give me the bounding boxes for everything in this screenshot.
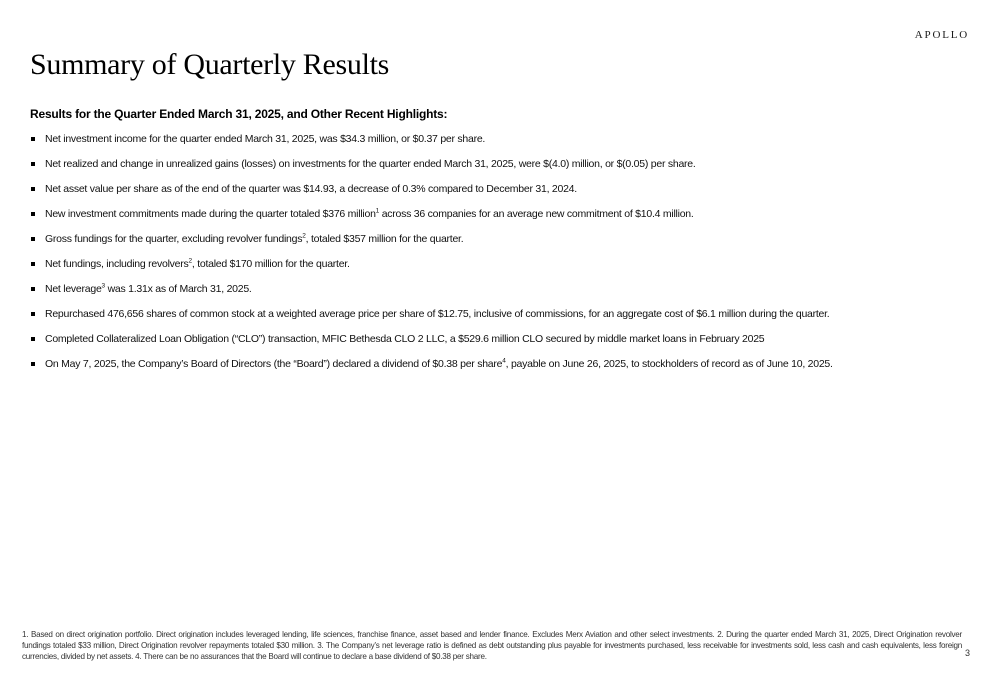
highlight-text: Net leverage <box>45 283 102 295</box>
highlight-item <box>30 156 970 181</box>
highlight-item <box>30 181 970 206</box>
square-bullet-icon <box>31 212 35 216</box>
square-bullet-icon <box>31 262 35 266</box>
highlight-text: Completed Collateralized Loan Obligation (“CLO”) transaction, MFIC Bethesda CLO 2 LLC, a $529.6 million CLO secured by middle market loans in February 2025 <box>45 333 765 345</box>
footnote-marker: 1 <box>375 207 380 215</box>
highlight-item <box>30 231 970 256</box>
highlight-text: Repurchased 476,656 shares of common stock at a weighted average price per share of $12.75, inclusive of commissions, for an aggregate cost of $6.1 million during the quarter. <box>45 308 830 320</box>
brand-logo-text: APOLLO <box>914 29 969 41</box>
page-number: 3 <box>964 648 970 658</box>
square-bullet-icon <box>31 137 35 141</box>
square-bullet-icon <box>31 312 35 316</box>
highlight-text: Net investment income for the quarter ended March 31, 2025, was $34.3 million, or $0.37 per share. <box>45 133 486 145</box>
highlight-text: Net asset value per share as of the end of the quarter was $14.93, a decrease of 0.3% compared to December 31, 2024. <box>45 183 577 195</box>
highlights-list <box>30 131 970 381</box>
highlight-item <box>30 256 970 281</box>
highlight-item <box>30 306 970 331</box>
highlight-text: On May 7, 2025, the Company’s Board of Directors (the “Board”) declared a dividend of $0.38 per share <box>45 358 503 370</box>
highlight-text: was 1.31x as of March 31, 2025. <box>104 283 252 295</box>
highlight-text: Gross fundings for the quarter, excluding revolver fundings <box>45 233 303 245</box>
highlight-text: Net realized and change in unrealized gains (losses) on investments for the quarter ended March 31, 2025, were $(4.0) million, or $(0.05) per share. <box>45 158 696 170</box>
square-bullet-icon <box>31 337 35 341</box>
highlight-item <box>30 131 970 156</box>
footnotes: 1. Based on direct origination portfolio. Direct origination includes leveraged lending, life sciences, franchise finance, asset based and lender finance. Excludes Merx Aviation and other select investments. 2. During the quarter ended March 31, 2025, Direct Origination revolver fundings totaled $33 million, Direct Origination revolver repayments totaled $30 million. 3. The Company’s net leverage ratio is defined as debt outstanding plus payable for investments purchased, less receivable for investments sold, less cash and cash equivalents, less foreign currencies, divided by net assets. 4. There can be no assurances that the Board will continue to declare a base dividend of $0.38 per share. <box>22 630 962 661</box>
footnote-marker: 3 <box>101 282 105 290</box>
square-bullet-icon <box>31 287 35 291</box>
page-title: Summary of Quarterly Results <box>30 48 390 81</box>
footnote-marker: 2 <box>188 257 192 265</box>
highlight-text: New investment commitments made during the quarter totaled $376 million <box>45 208 376 220</box>
highlight-item <box>30 356 970 381</box>
highlight-text: across 36 companies for an average new commitment of $10.4 million. <box>379 208 694 220</box>
highlight-item <box>30 331 970 356</box>
highlight-text: Net fundings, including revolvers <box>45 258 189 270</box>
highlight-text: , totaled $357 million for the quarter. <box>305 233 464 245</box>
square-bullet-icon <box>31 237 35 241</box>
section-heading: Results for the Quarter Ended March 31, 2025, and Other Recent Highlights: <box>30 107 448 121</box>
footnote-marker: 4 <box>502 357 506 365</box>
highlight-item <box>30 206 970 231</box>
footnote-marker: 2 <box>302 232 306 240</box>
highlight-text: , payable on June 26, 2025, to stockholders of record as of June 10, 2025. <box>505 358 833 370</box>
square-bullet-icon <box>31 187 35 191</box>
square-bullet-icon <box>31 162 35 166</box>
highlight-item <box>30 281 970 306</box>
highlight-text: , totaled $170 million for the quarter. <box>191 258 350 270</box>
square-bullet-icon <box>31 362 35 366</box>
